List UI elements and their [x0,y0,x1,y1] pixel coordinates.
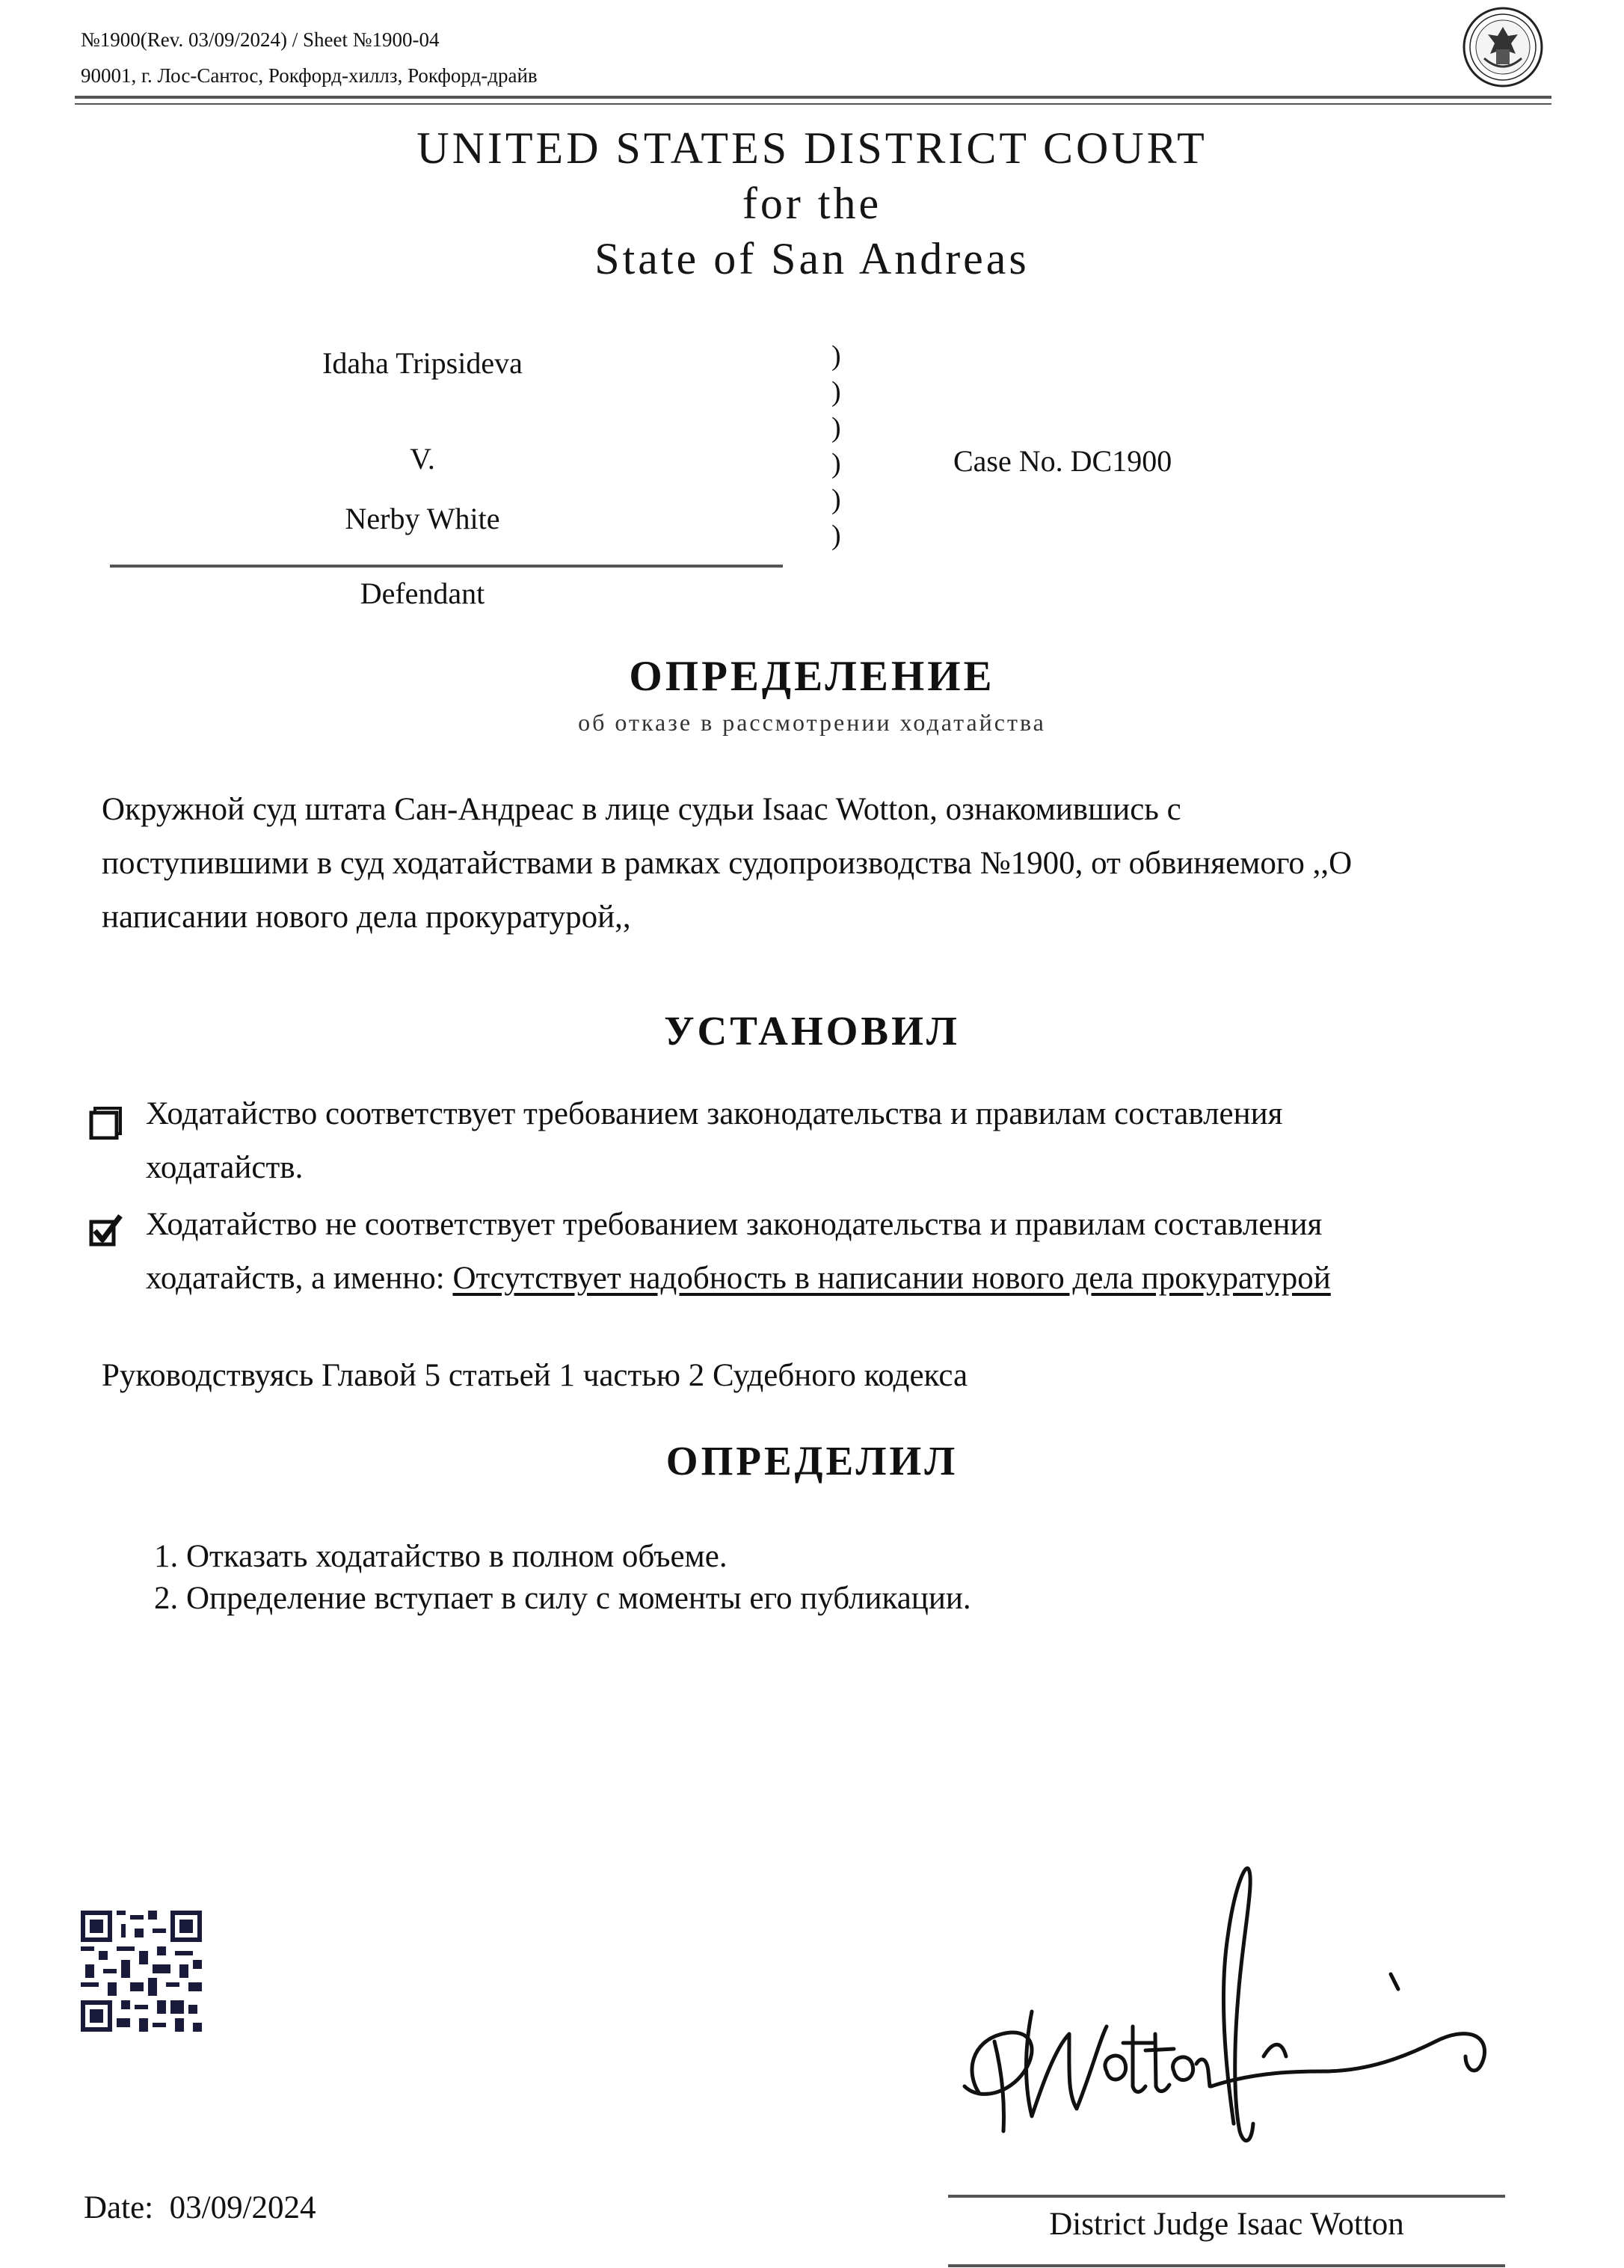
plaintiff-name: Idaha Tripsideva [322,346,523,380]
defendant-name: Nerby White [345,502,500,535]
date-label: Date: [84,2190,154,2225]
option-1-line-2: ходатайств. [146,1150,304,1185]
court-line-1: UNITED STATES DISTRICT COURT [416,123,1208,173]
signature-rule [948,2195,1505,2198]
judge-title: District Judge Isaac Wotton [1049,2207,1404,2242]
court-address: 90001, г. Лос-Сантос, Рокфорд-хиллз, Рокфорд-драйв [81,64,538,87]
court-line-3: State of San Andreas [594,234,1030,283]
date-value: 03/09/2024 [169,2190,316,2225]
option-1-line-1: Ходатайство соответствует требованием законодательства и правилам составления [146,1096,1283,1131]
document-subtitle: об отказе в рассмотрении ходатайства [578,709,1046,736]
qr-code-icon[interactable] [81,1911,202,2032]
option-2-line-1: Ходатайство не соответствует требованием законодательства и правилам составления [146,1207,1323,1242]
intro-line-3: написании нового дела прокуратурой,, [102,900,631,935]
option-2-line-2 [146,1252,1544,1306]
checkbox-unchecked-icon[interactable] [89,1105,123,1140]
header-rule [75,96,1551,99]
caption-parens: ) ) ) ) ) ) [831,340,841,551]
case-number: Case No. DC1900 [953,444,1172,478]
signature-bottom-rule [948,2264,1505,2267]
header-rule-thin [75,103,1551,105]
form-number: №1900(Rev. 03/09/2024) / Sheet №1900-04 [81,28,440,51]
intro-line-1: Окружной суд штата Сан-Андреас в лице судьи Isaac Wotton, ознакомившись с [102,792,1181,827]
decided-heading: ОПРЕДЕЛИЛ [665,1438,959,1484]
court-line-2: for the [742,179,882,228]
checkbox-checked-icon[interactable] [89,1213,123,1247]
date-line [84,2189,316,2226]
versus-label: V. [410,442,435,476]
caption-rule [110,565,783,568]
document-title: ОПРЕДЕЛЕНИЕ [629,653,995,700]
defendant-label: Defendant [360,577,485,610]
intro-line-2: поступившими в суд ходатайствами в рамках судопроизводства №1900, от обвиняемого ,,О [102,846,1353,881]
judge-signature [950,1847,1503,2169]
court-seal-icon [1462,6,1544,88]
guidance-text: Руководствуясь Главой 5 статьей 1 частью 2 Судебного кодекса [102,1358,968,1393]
decision-item-2: 2. Определение вступает в силу с моменты его публикации. [154,1581,971,1616]
option-2-prefix: ходатайств, а именно: [146,1261,453,1296]
established-heading: УСТАНОВИЛ [664,1008,960,1054]
decision-item-1: 1. Отказать ходатайство в полном объеме. [154,1539,728,1574]
option-2-reason: Отсутствует надобность в написании нового дела прокуратурой [452,1261,1331,1296]
